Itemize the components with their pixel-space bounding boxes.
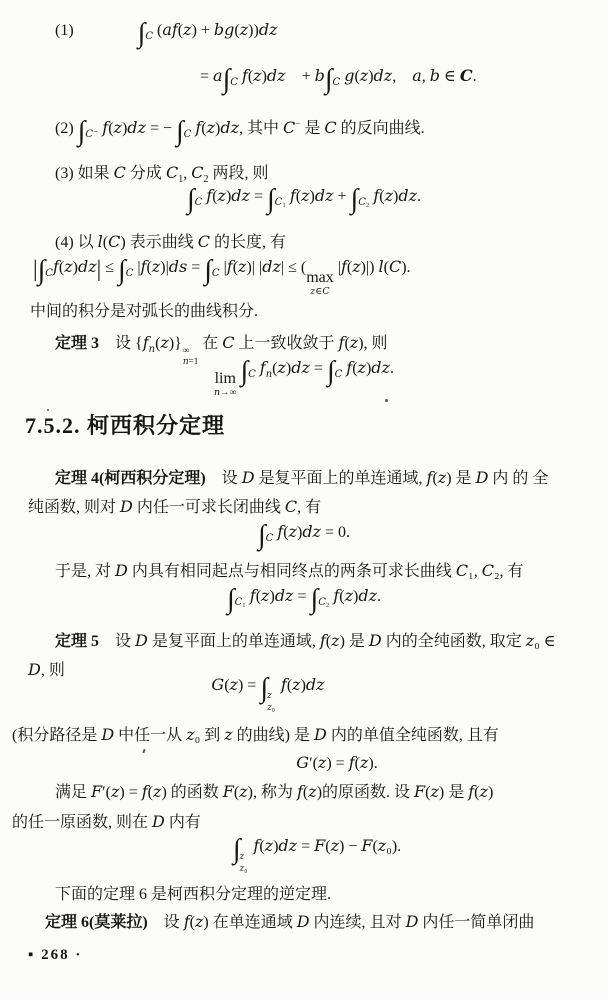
section-heading: 7.5.2. 柯西积分定理: [25, 413, 226, 438]
theorem-5-statement-line-1: 定理 5 设 D 是复平面上的单连通域, f(z) 是 D 内的全纯函数, 取定 z₀ ∈: [55, 631, 556, 650]
note-arc-length: 中间的积分是对弧长的曲线积分.: [30, 303, 259, 320]
path-note-line: (积分路径是 D 中任一从 z₀ 到 z 的曲线) 是 D 内的单值全纯函数, 且有: [12, 725, 499, 744]
theorem-6-statement: 定理 6(莫莱拉) 设 f(z) 在单连通域 D 内连续, 且对 D 内任一简单闭曲: [45, 912, 535, 931]
G-derivative-formula: G′(z) = f(z).: [296, 753, 378, 772]
scan-speck: [47, 409, 49, 411]
theorem-5-statement-line-2: D, 则: [28, 660, 65, 679]
equal-paths-formula: $\int_{C_1}$ $f(z)dz = \int_{C_2}$ f(z)dz.: [226, 584, 382, 615]
cauchy-theorem-formula: $\int_C$ f(z)dz = 0.: [257, 520, 351, 551]
item-1-formula: (1) $\int_C$ (af(z) + bg(z))dz: [55, 18, 278, 49]
morera-intro-line: 下面的定理 6 是柯西积分定理的逆定理.: [55, 886, 332, 903]
primitive-G-formula: G(z) = ∫ z z₀ f(z)dz: [211, 673, 325, 714]
theorem-3-formula: lim n→∞ $\int_C$ $f_n(z)dz = \int_C$ f(z)dz.: [214, 356, 394, 398]
theorem-4-statement-line-2: 纯函数, 则对 D 内任一可求长闭曲线 C, 有: [28, 497, 322, 516]
item-3-formula: $\int_C$ $f(z)dz = \int_{C_1}$ $f(z)dz + \int_{C_2}$ f(z)dz.: [186, 184, 422, 215]
item-4-inequality: $|\int_Cf(z)dz| \le \int_C$ $|f(z)|ds = \int_C$ |f(z)| |dz| ≤ ( max z∈C |f(z)|) l(C).: [33, 255, 411, 297]
theorem-4-statement-line-1: 定理 4(柯西积分定理) 设 D 是复平面上的单连通域, f(z) 是 D 内 的 全: [55, 468, 549, 487]
item-4-line: (4) 以 l(C) 表示曲线 C 的长度, 有: [55, 232, 286, 251]
item-2-line: (2) $\int_{C^-}$ f(z)dz = − $\int_C$ f(z)dz, 其中 C− 是 C 的反向曲线.: [55, 116, 425, 147]
equal-paths-line: 于是, 对 D 内具有相同起点与相同终点的两条可求长曲线 C₁, C₂, 有: [55, 561, 524, 580]
theorem-3-statement: 定理 3 设 $\{f_n(z)\}$ ∞ n=1 在 C 上一致收敛于 f(z), 则: [55, 333, 388, 368]
newton-leibniz-formula: ∫ z z₀ f(z)dz = F(z) − F(z₀).: [232, 834, 402, 875]
item-1-formula-continuation: = $a\int_C$ f(z)dz + $b\int_C$ g(z)dz, a, b ∈ C.: [200, 64, 477, 95]
item-3-line: (3) 如果 C 分成 $C_1$, $C_2$ 两段, 则: [55, 163, 269, 186]
page-number: ▪ 268 ·: [28, 947, 83, 963]
scan-speck: [385, 399, 388, 402]
antiderivative-para-line-2: 的任一原函数, 则在 D 内有: [12, 812, 201, 831]
antiderivative-para-line-1: 满足 F′(z) = f(z) 的函数 F(z), 称为 f(z)的原函数. 设 F(z) 是 f(z): [55, 782, 494, 801]
